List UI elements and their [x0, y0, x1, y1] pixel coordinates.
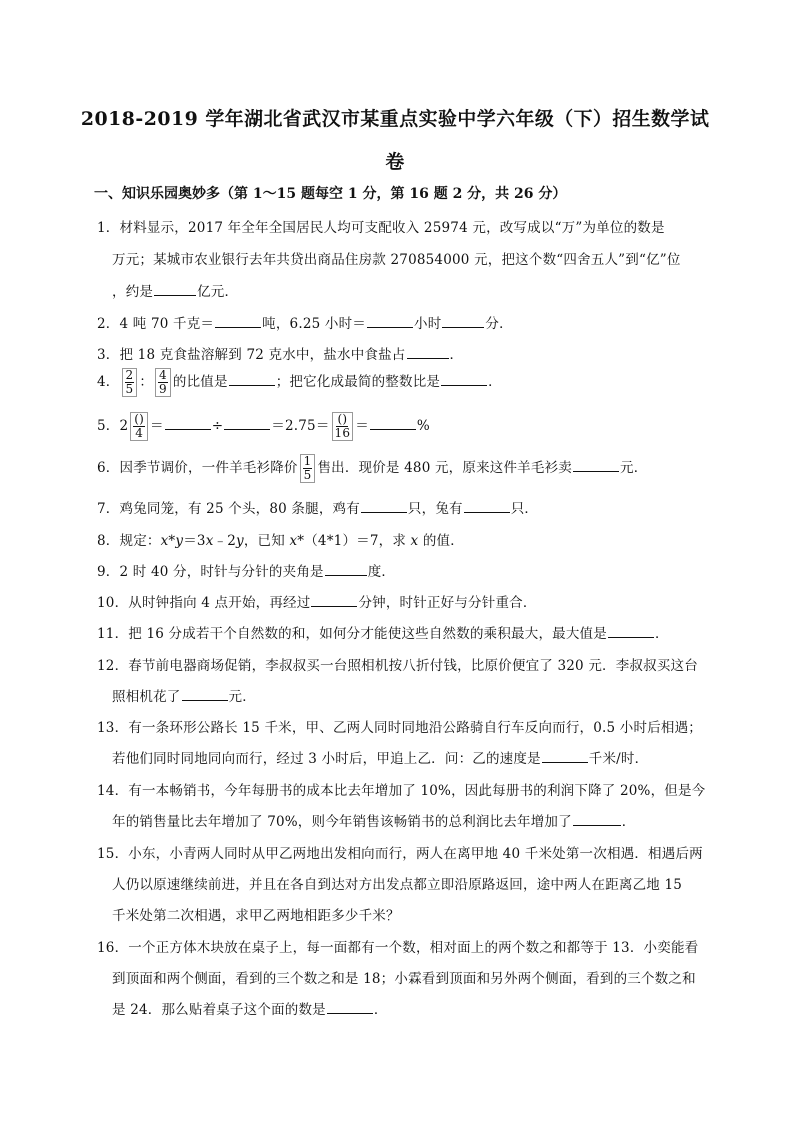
question-13-text: 千米/时． [588, 751, 649, 767]
question-6-text: 6．因季节调价，一件羊毛衫降价 [97, 460, 298, 476]
question-16-line1: 16．一个正方体木块放在桌子上，每一面都有一个数，相对面上的两个数之和都等于 13．小奕能看 [97, 940, 699, 956]
question-4 [97, 368, 502, 397]
math-variable: x [410, 533, 419, 549]
question-1-line3 [112, 280, 238, 300]
question-16-text: ． [373, 1002, 388, 1018]
answer-blank[interactable] [165, 415, 211, 430]
page-title-line1: 2018-2019 学年湖北省武汉市某重点实验中学六年级（下）招生数学试 [80, 108, 710, 130]
question-12-text: 照相机花了 [112, 689, 181, 705]
answer-blank[interactable] [573, 457, 619, 472]
question-13-line1: 13．有一条环形公路长 15 千米，甲、乙两人同时同地沿公路骑自行车反向而行，0.5 小时后相遇； [97, 720, 702, 736]
question-6-text: 售出．现价是 480 元，原来这件羊毛衫卖 [317, 460, 572, 476]
question-16-text: 是 24．那么贴着桌子这个面的数是 [112, 1002, 326, 1018]
question-8-text: 8．规定： [97, 533, 161, 549]
question-13-text: 若他们同时同地同向而行，经过 3 小时后，甲追上乙．问：乙的速度是 [112, 751, 541, 767]
answer-blank[interactable] [154, 281, 196, 296]
question-16-line2: 到顶面和两个侧面，看到的三个数之和是 18；小霖看到顶面和另外两个侧面，看到的三个数之和 [112, 971, 696, 987]
question-3-text: ． [449, 347, 464, 363]
fraction-denominator: 4 [135, 426, 144, 440]
answer-blank[interactable] [367, 313, 413, 328]
fraction [122, 368, 138, 397]
question-1-text: ，约是 [112, 284, 154, 300]
question-7 [97, 497, 538, 517]
question-11 [97, 622, 669, 642]
question-4-text: ． [488, 374, 502, 390]
question-10-text: 10．从时钟指向 4 点开始，再经过 [97, 595, 311, 611]
answer-blank[interactable] [608, 623, 654, 638]
question-15-line1: 15．小东，小青两人同时从甲乙两地出发相向而行，两人在离甲地 40 千米处第一次相遇．相遇后两 [97, 846, 703, 862]
fraction [300, 454, 316, 483]
math-variable: y [236, 533, 244, 549]
question-8-text: ，已知 [243, 533, 290, 549]
fraction-denominator: 5 [303, 468, 312, 482]
question-11-text: ． [654, 626, 669, 642]
question-5 [97, 412, 430, 441]
question-15-line2: 人仍以原速继续前进，并且在各自到达对方出发点都立即沿原路返回，途中两人在距离乙地 15 [112, 877, 683, 893]
question-5-text: % [416, 418, 430, 434]
question-2-text: 分． [485, 316, 513, 332]
answer-blank[interactable] [441, 371, 487, 386]
fraction [130, 412, 148, 441]
answer-blank[interactable] [464, 498, 510, 513]
answer-blank[interactable] [215, 313, 261, 328]
fraction-denominator: 5 [125, 382, 134, 396]
math-expression: x*y [160, 533, 184, 549]
question-6 [97, 454, 647, 483]
question-5-text: ＝ [150, 418, 164, 434]
question-8-text: *（4*1）＝7，求 [297, 533, 411, 549]
section-heading: 一、知识乐园奥妙多（第 1～15 题每空 1 分，第 16 题 2 分，共 26 分） [94, 186, 567, 202]
question-12-line1: 12．春节前电器商场促销，李叔叔买一台照相机按八折付钱，比原价便宜了 320 元．李叔叔买这台 [97, 658, 698, 674]
question-7-text: 7．鸡兔同笼，有 25 个头，80 条腿，鸡有 [97, 501, 360, 517]
question-11-text: 11．把 16 分成若干个自然数的和，如何分才能使这些自然数的乘积最大，最大值是 [97, 626, 607, 642]
question-7-text: 只，兔有 [407, 501, 463, 517]
fraction-numerator: () [337, 412, 348, 426]
question-8 [97, 529, 464, 549]
question-14-line2 [112, 810, 636, 830]
question-5-text: ÷ [211, 418, 224, 434]
question-8-text: 的值． [418, 533, 464, 549]
answer-blank[interactable] [311, 592, 357, 607]
question-1-text: 亿元． [197, 284, 239, 300]
answer-blank[interactable] [361, 498, 407, 513]
question-10-text: 分钟，时针正好与分针重合． [358, 595, 537, 611]
page-title-line2: 卷 [385, 151, 405, 173]
question-3 [97, 343, 463, 363]
answer-blank[interactable] [182, 686, 228, 701]
question-12-text: 元． [228, 689, 256, 705]
question-3-text: 3．把 18 克食盐溶解到 72 克水中，盐水中食盐占 [97, 347, 406, 363]
question-12-line2 [112, 685, 256, 705]
question-5-text: ＝2.75＝ [271, 418, 330, 434]
answer-blank[interactable] [442, 313, 484, 328]
question-4-text: 4． [97, 374, 120, 390]
question-4-text: 的比值是 [172, 374, 228, 390]
fraction-numerator: 4 [159, 368, 167, 382]
question-6-text: 元． [620, 460, 648, 476]
answer-blank[interactable] [542, 748, 588, 763]
math-variable: x [205, 533, 214, 549]
math-variable: x [289, 533, 298, 549]
question-13-line2 [112, 747, 648, 767]
question-16-line3 [112, 998, 388, 1018]
question-2-text: 吨，6.25 小时＝ [262, 316, 366, 332]
question-1-line1: 1．材料显示，2017 年全年全国居民人均可支配收入 25974 元，改写成以“万”为单位的数是 [97, 220, 665, 236]
answer-blank[interactable] [325, 561, 367, 576]
fraction-numerator: () [134, 412, 145, 426]
question-1-line2: 万元；某城市农业银行去年共贷出商品住房款 270854000 元，把这个数“四舍五人”到“亿”位 [112, 252, 681, 268]
ratio-colon: ： [139, 374, 154, 390]
question-4-text: ；把它化成最简的整数比是 [275, 374, 441, 390]
fraction-numerator: 2 [125, 368, 134, 382]
question-8-text: ＝3 [183, 533, 206, 549]
question-9-text: 度． [367, 564, 396, 580]
question-14-line1: 14．有一本畅销书，今年每册书的成本比去年增加了 10%，因此每册书的利润下降了 20%，但是今 [97, 783, 706, 799]
fraction [332, 412, 354, 441]
question-14-text: ． [621, 814, 636, 830]
fraction [155, 368, 171, 397]
question-5-text: ＝ [355, 418, 369, 434]
question-2-text: 小时 [414, 316, 442, 332]
answer-blank[interactable] [407, 344, 449, 359]
question-9 [97, 560, 395, 580]
question-8-text: ﹣2 [213, 533, 237, 549]
question-7-text: 只． [510, 501, 539, 517]
answer-blank[interactable] [370, 415, 416, 430]
question-10 [97, 591, 537, 611]
question-2 [97, 312, 513, 332]
answer-blank[interactable] [573, 811, 621, 826]
fraction-denominator: 9 [159, 382, 167, 396]
fraction-denominator: 16 [334, 426, 351, 440]
question-2-text: 2．4 吨 70 千克＝ [97, 316, 215, 332]
answer-blank[interactable] [224, 415, 270, 430]
answer-blank[interactable] [229, 371, 275, 386]
question-15-line3: 千米处第二次相遇，求甲乙两地相距多少千米？ [112, 908, 400, 924]
question-5-text: 5．2 [97, 418, 129, 434]
question-9-text: 9．2 时 40 分，时针与分针的夹角是 [97, 564, 324, 580]
fraction-numerator: 1 [303, 454, 312, 468]
answer-blank[interactable] [327, 999, 373, 1014]
question-14-text: 年的销售量比去年增加了 70%，则今年销售该畅销书的总利润比去年增加了 [112, 814, 572, 830]
